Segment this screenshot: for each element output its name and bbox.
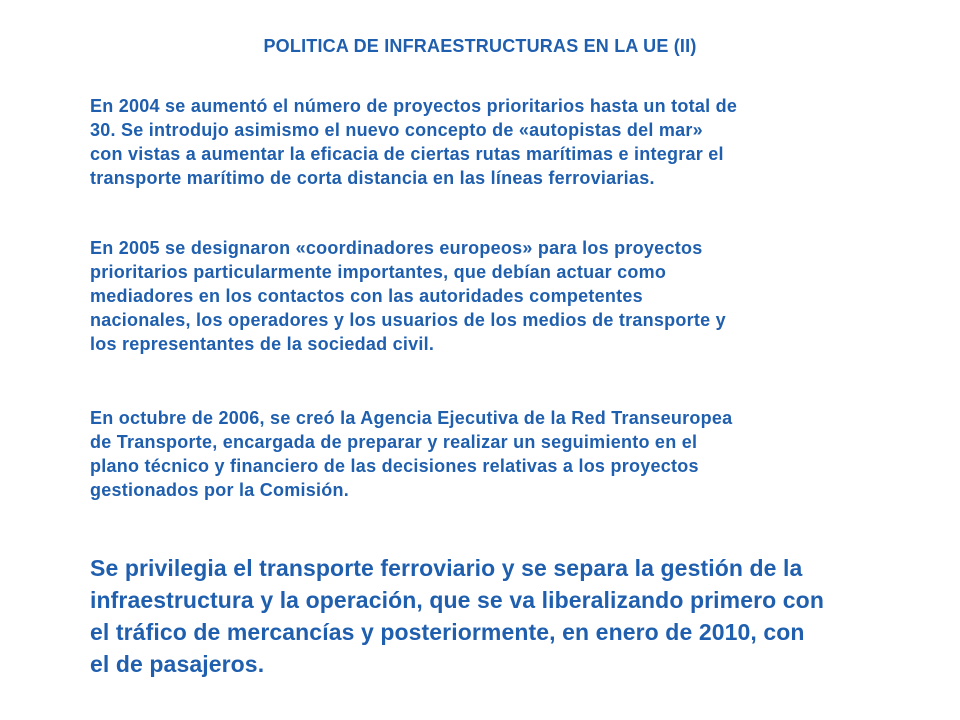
paragraph-line: con vistas a aumentar la eficacia de ciertas rutas marítimas e integrar el — [90, 144, 724, 164]
paragraph-line: el de pasajeros. — [90, 651, 265, 677]
paragraph-rail-conclusion — [90, 552, 930, 680]
paragraph-line: En 2005 se designaron «coordinadores europeos» para los proyectos — [90, 238, 703, 258]
paragraph-2006-agency — [90, 406, 930, 502]
paragraph-line: infraestructura y la operación, que se va liberalizando primero con — [90, 587, 824, 613]
paragraph-2005-coordinators — [90, 236, 930, 356]
paragraph-line: plano técnico y financiero de las decisiones relativas a los proyectos — [90, 456, 699, 476]
paragraph-line: transporte marítimo de corta distancia en las líneas ferroviarias. — [90, 168, 655, 188]
paragraph-line: gestionados por la Comisión. — [90, 480, 350, 500]
paragraph-line: el tráfico de mercancías y posteriormente, en enero de 2010, con — [90, 619, 805, 645]
paragraph-line: Se privilegia el transporte ferroviario y se separa la gestión de la — [90, 555, 803, 581]
paragraph-line: mediadores en los contactos con las autoridades competentes — [90, 286, 643, 306]
paragraph-line: En octubre de 2006, se creó la Agencia Ejecutiva de la Red Transeuropea — [90, 408, 733, 428]
paragraph-line: nacionales, los operadores y los usuarios de los medios de transporte y — [90, 310, 726, 330]
slide-title: POLITICA DE INFRAESTRUCTURAS EN LA UE (II) — [263, 36, 697, 56]
paragraph-line: En 2004 se aumentó el número de proyectos prioritarios hasta un total de — [90, 96, 738, 116]
paragraph-line: de Transporte, encargada de preparar y realizar un seguimiento en el — [90, 432, 698, 452]
paragraph-2004-projects — [90, 94, 930, 190]
paragraph-line: prioritarios particularmente importantes, que debían actuar como — [90, 262, 667, 282]
paragraph-line: los representantes de la sociedad civil. — [90, 334, 435, 354]
paragraph-line: 30. Se introdujo asimismo el nuevo concepto de «autopistas del mar» — [90, 120, 703, 140]
